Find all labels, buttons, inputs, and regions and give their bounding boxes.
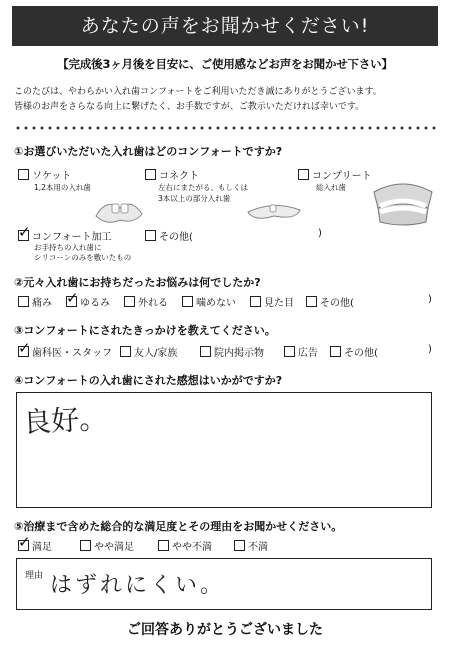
question-3: ③コンフォートにされたきっかけを教えてください。 — [14, 324, 276, 337]
option-label: やや不満 — [172, 542, 212, 553]
option-label: 痛み — [32, 298, 52, 309]
handwritten-reason: はずれにくい。 — [50, 573, 226, 598]
check-mark-icon: ✓ — [18, 223, 31, 241]
option-note: 総入れ歯 — [316, 183, 346, 192]
checkbox[interactable] — [330, 346, 341, 357]
option-satisfied[interactable] — [18, 533, 52, 553]
intro-line: このたびは、やわらかい入れ歯コンフォートをご利用いただき誠にありがとうございます。 — [14, 87, 382, 97]
close-paren: ) — [428, 294, 432, 305]
option-other[interactable] — [306, 294, 354, 309]
option-label: 広告 — [298, 348, 318, 359]
option-dissatisfied[interactable] — [234, 538, 268, 553]
option-note: 1,2本用の入れ歯 — [34, 183, 91, 192]
option-complete[interactable] — [298, 167, 372, 182]
option-label: ソケット — [32, 171, 72, 182]
option-other[interactable] — [330, 344, 378, 359]
option-label: 歯科医・スタッフ — [32, 348, 112, 359]
complete-denture-image — [368, 178, 438, 228]
connect-denture-image — [244, 196, 304, 224]
checkbox[interactable] — [158, 540, 169, 551]
intro-text — [14, 85, 438, 115]
check-mark-icon: ✓ — [66, 289, 79, 307]
checkbox[interactable] — [182, 296, 193, 307]
option-label: コンプリート — [312, 171, 372, 182]
option-pain[interactable] — [18, 294, 52, 309]
checkbox[interactable] — [124, 296, 135, 307]
checkbox[interactable] — [18, 223, 31, 241]
option-cannot-chew[interactable] — [182, 294, 236, 309]
question-4: ④コンフォートの入れ歯にされた感想はいかがですか? — [14, 374, 283, 387]
checkbox[interactable] — [120, 346, 131, 357]
reason-label: 理由 — [25, 571, 44, 581]
checkbox[interactable] — [306, 296, 317, 307]
question-2: ②元々入れ歯にお持ちだったお悩みは何でしたか? — [14, 276, 261, 289]
checkbox[interactable] — [18, 169, 29, 180]
intro-line: 皆様のお声をさらなる向上に繋げたく、お手数ですが、ご教示いただければ幸いです。 — [14, 102, 365, 112]
checkbox[interactable] — [66, 289, 79, 307]
checkbox[interactable] — [145, 169, 156, 180]
option-comfort-processing[interactable] — [18, 223, 112, 243]
option-label: 院内掲示物 — [214, 348, 264, 359]
option-label: 噛めない — [196, 298, 236, 309]
option-label: その他( — [159, 232, 193, 243]
option-note: 左右にまたがる、もしくは — [158, 183, 248, 192]
page-title: あなたの声をお聞かせください! — [12, 6, 438, 46]
checkbox[interactable] — [234, 540, 245, 551]
option-connect[interactable] — [145, 167, 199, 182]
check-mark-icon: ✓ — [18, 339, 31, 357]
option-note: 3本以上の部分入れ歯 — [158, 194, 231, 203]
option-note: お手持ちの入れ歯に — [34, 243, 102, 252]
option-other[interactable] — [145, 228, 193, 243]
checkbox[interactable] — [18, 533, 31, 551]
option-label: ゆるみ — [80, 298, 110, 309]
option-label: コンフォート加工 — [32, 232, 112, 243]
option-label: 満足 — [32, 542, 52, 553]
option-clinic-poster[interactable] — [200, 344, 264, 359]
option-advertisement[interactable] — [284, 344, 318, 359]
option-falls-out[interactable] — [124, 294, 168, 309]
checkbox[interactable] — [284, 346, 295, 357]
dotted-divider — [14, 126, 436, 130]
option-label: コネクト — [159, 171, 199, 182]
option-label: 見た目 — [264, 298, 294, 309]
checkbox[interactable] — [145, 230, 156, 241]
question-5: ⑤治療まで含めた総合的な満足度とその理由をお聞かせください。 — [14, 520, 343, 533]
handwritten-answer: 良好。 — [22, 401, 108, 440]
option-loose[interactable] — [66, 289, 110, 309]
question-1: ①お選びいただいた入れ歯はどのコンフォートですか? — [14, 145, 283, 158]
close-paren: ) — [318, 228, 322, 239]
option-label: 友人/家族 — [134, 348, 178, 359]
option-friend-family[interactable] — [120, 344, 177, 359]
checkbox[interactable] — [80, 540, 91, 551]
option-label: やや満足 — [94, 542, 134, 553]
footer-thanks: ご回答ありがとうございました — [127, 622, 323, 638]
checkbox[interactable] — [18, 339, 31, 357]
close-paren: ) — [428, 344, 432, 355]
option-somewhat-satisfied[interactable] — [80, 538, 134, 553]
option-somewhat-dissatisfied[interactable] — [158, 538, 212, 553]
checkbox[interactable] — [250, 296, 261, 307]
checkbox[interactable] — [298, 169, 309, 180]
option-label: その他( — [344, 348, 378, 359]
option-socket[interactable] — [18, 167, 71, 182]
check-mark-icon: ✓ — [18, 533, 31, 551]
option-label: 外れる — [138, 298, 168, 309]
subtitle: 【完成後3ヶ月後を目安に、ご使用感などお声をお聞かせ下さい】 — [57, 57, 393, 71]
option-label: その他( — [320, 298, 354, 309]
option-label: 不満 — [248, 542, 268, 553]
checkbox[interactable] — [200, 346, 211, 357]
option-appearance[interactable] — [250, 294, 294, 309]
impression-answer-box[interactable] — [16, 392, 432, 508]
option-note: シリコーンのみを敷いたもの — [34, 253, 132, 262]
option-dental-staff[interactable] — [18, 339, 112, 359]
checkbox[interactable] — [18, 296, 29, 307]
partial-denture-image — [92, 194, 146, 228]
